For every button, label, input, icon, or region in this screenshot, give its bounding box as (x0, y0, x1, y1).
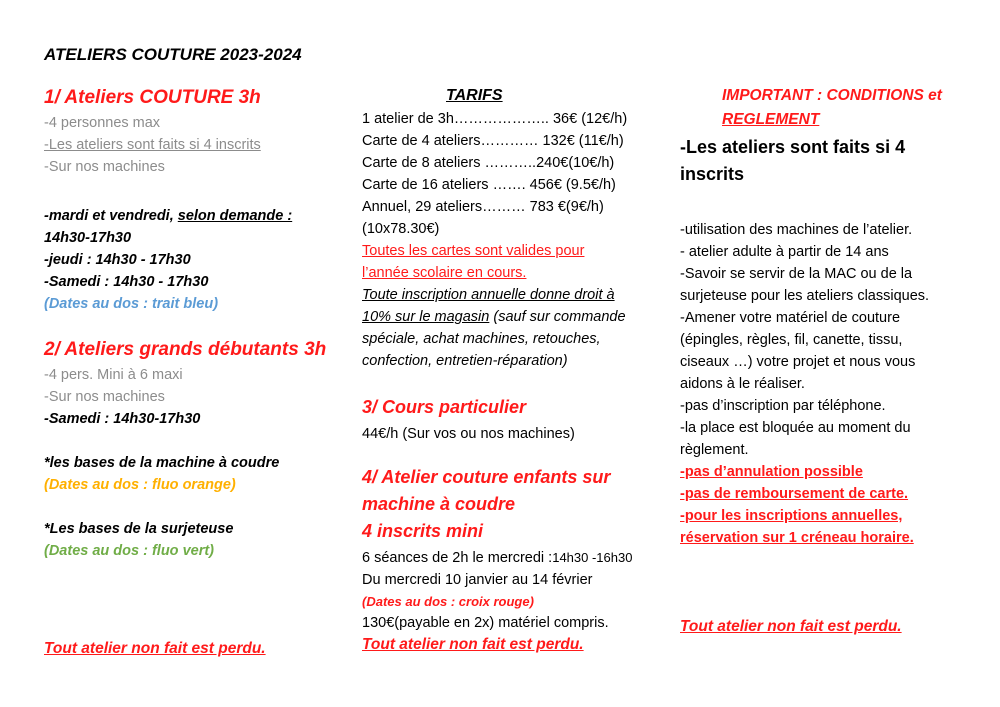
dates-green: (Dates au dos : fluo vert) (44, 543, 214, 559)
inscription-discount: 10% sur le magasin (362, 309, 490, 325)
condition-big-1: -Les ateliers sont faits si 4 (680, 137, 906, 157)
rule-2: -pas de remboursement de carte. (680, 486, 909, 502)
s3-line-1: 44€/h (Sur vos ou nos machines) (362, 426, 575, 442)
s4-line-2: Du mercredi 10 janvier au 14 février (362, 572, 593, 588)
s1-line-3: -Sur nos machines (44, 159, 165, 175)
schedule-mardi-prefix: -mardi et vendredi, (44, 208, 178, 224)
condition-8: aidons à le réaliser. (680, 376, 805, 392)
inscription-exception: (sauf sur commande (489, 309, 626, 325)
inscription-line-3: spéciale, achat machines, retouches, (362, 331, 601, 347)
footer-note-2: Tout atelier non fait est perdu. (362, 636, 584, 653)
section-4-heading-3: 4 inscrits mini (362, 521, 484, 541)
condition-2: - atelier adulte à partir de 14 ans (680, 244, 889, 260)
section-1-heading: 1/ Ateliers COUTURE 3h (44, 87, 261, 108)
condition-big-2: inscrits (680, 164, 745, 184)
tarif-16: Carte de 16 ateliers ……. 456€ (9.5€/h) (362, 177, 616, 193)
dates-blue: (Dates au dos : trait bleu) (44, 296, 219, 312)
s1-line-1: -4 personnes max (44, 115, 161, 131)
section-4-heading-1: 4/ Atelier couture enfants sur (362, 467, 611, 487)
condition-11: règlement. (680, 442, 749, 458)
condition-4: surjeteuse pour les ateliers classiques. (680, 288, 930, 304)
tarif-1: 1 atelier de 3h……………….. 36€ (12€/h) (362, 111, 628, 127)
rule-4: réservation sur 1 créneau horaire. (680, 530, 914, 546)
condition-1: -utilisation des machines de l’atelier. (680, 222, 913, 238)
schedule-mardi-vendredi (44, 205, 292, 227)
schedule-selon-demande: selon demande : (177, 208, 293, 224)
important-heading-1: IMPORTANT : CONDITIONS et (722, 87, 942, 104)
condition-5: -Amener votre matériel de couture (680, 310, 901, 326)
tarif-annuel-detail: (10x78.30€) (362, 221, 440, 237)
inscription-line-1: Toute inscription annuelle donne droit à (362, 287, 615, 303)
schedule-jeudi: -jeudi : 14h30 - 17h30 (44, 252, 191, 268)
s2-line-3: -Samedi : 14h30-17h30 (44, 411, 201, 427)
condition-9: -pas d’inscription par téléphone. (680, 398, 886, 414)
bases-surjeteuse: *Les bases de la surjeteuse (44, 521, 234, 537)
rule-3: -pour les inscriptions annuelles, (680, 508, 903, 524)
s4-hours: 14h30 -16h30 (552, 550, 633, 565)
tarif-8: Carte de 8 ateliers ………..240€(10€/h) (362, 155, 615, 171)
validity-line-1: Toutes les cartes sont valides pour (362, 243, 585, 259)
schedule-samedi: -Samedi : 14h30 - 17h30 (44, 274, 209, 290)
section-2-heading: 2/ Ateliers grands débutants 3h (44, 339, 327, 360)
s1-line-2: -Les ateliers sont faits si 4 inscrits (44, 137, 261, 153)
footer-note-3: Tout atelier non fait est perdu. (680, 618, 902, 635)
footer-note-1: Tout atelier non fait est perdu. (44, 640, 266, 657)
s2-line-2: -Sur nos machines (44, 389, 165, 405)
s4-dates: (Dates au dos : croix rouge) (362, 594, 534, 609)
inscription-line-2 (362, 306, 626, 328)
inscription-line-4: confection, entretien-réparation) (362, 353, 568, 369)
s4-line-3: 130€(payable en 2x) matériel compris. (362, 615, 609, 631)
section-4-heading-2: machine à coudre (362, 494, 516, 514)
rule-1: -pas d’annulation possible (680, 464, 863, 480)
condition-10: -la place est bloquée au moment du (680, 420, 911, 436)
s2-line-1: -4 pers. Mini à 6 maxi (44, 367, 183, 383)
schedule-hours: 14h30-17h30 (44, 230, 132, 246)
condition-7: ciseaux …) votre projet et nous vous (680, 354, 916, 370)
tarif-annuel: Annuel, 29 ateliers……… 783 €(9€/h) (362, 199, 604, 215)
validity-line-2: l’année scolaire en cours. (362, 265, 527, 281)
tarifs-heading: TARIFS (446, 87, 503, 104)
condition-6: (épingles, règles, fil, canette, tissu, (680, 332, 903, 348)
s4-line-1 (362, 547, 632, 569)
s4-sessions: 6 séances de 2h le mercredi : (362, 550, 553, 566)
important-heading-2: REGLEMENT (722, 111, 820, 128)
page-title: ATELIERS COUTURE 2023-2024 (44, 45, 302, 64)
bases-machine: *les bases de la machine à coudre (44, 455, 280, 471)
condition-3: -Savoir se servir de la MAC ou de la (680, 266, 913, 282)
dates-orange: (Dates au dos : fluo orange) (44, 477, 236, 493)
section-3-heading: 3/ Cours particulier (362, 397, 527, 417)
tarif-4: Carte de 4 ateliers………… 132€ (11€/h) (362, 133, 624, 149)
